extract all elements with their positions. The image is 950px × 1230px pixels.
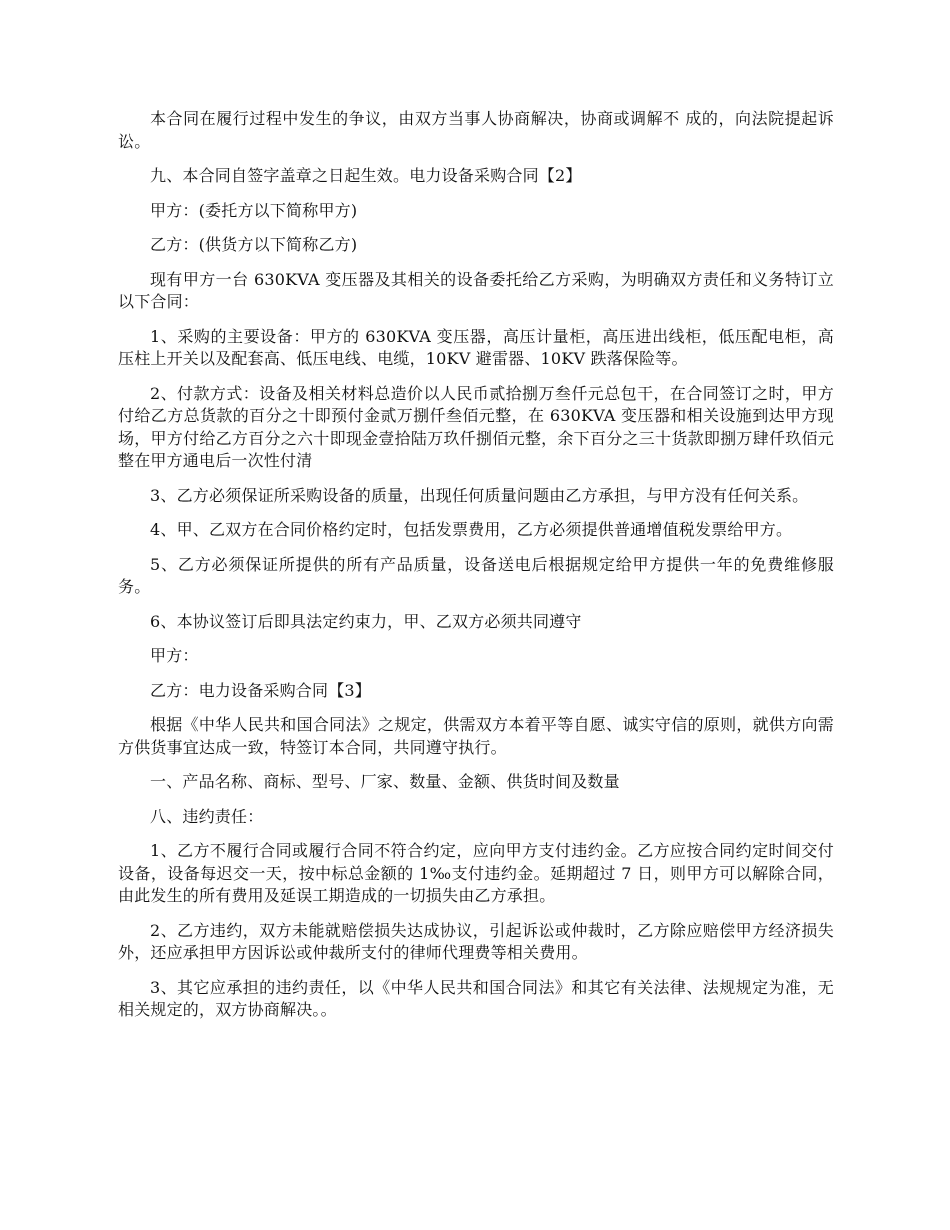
paragraph-contract-law-basis: 根据《中华人民共和国合同法》之规定，供需双方本着平等自愿、诚实守信的原则，就供方向需方供货事宜达成一致，特签订本合同，共同遵守执行。 (118, 715, 834, 757)
paragraph-party-a: 甲方：(委托方以下简称甲方) (150, 200, 358, 220)
paragraph-liability-3: 3、其它应承担的违约责任，以《中华人民共和国合同法》和其它有关法律、法规规定为准，无相关规定的，双方协商解决。。 (118, 977, 834, 1019)
paragraph-liability-2: 2、乙方违约，双方未能就赔偿损失达成协议，引起诉讼或仲裁时，乙方除应赔偿甲方经济损失外，还应承担甲方因诉讼或仲裁所支付的律师代理费等相关费用。 (118, 920, 834, 962)
paragraph-party-b: 乙方：(供货方以下简称乙方) (150, 235, 358, 254)
paragraph-dispute-resolution: 本合同在履行过程中发生的争议，由双方当事人协商解决，协商或调解不 成的，向法院提起诉讼。 (118, 109, 834, 151)
paragraph-signature-party-b: 乙方：电力设备采购合同【3】 (150, 680, 371, 700)
paragraph-section-8-liability: 八、违约责任： (150, 806, 264, 826)
paragraph-item-6-binding: 6、本协议签订后即具法定约束力，甲、乙双方必须共同遵守 (150, 611, 582, 631)
paragraph-item-1-equipment: 1、采购的主要设备：甲方的 630KVA 变压器，高压计量柜，高压进出线柜，低压配电柜，高压柱上开关以及配套高、低压电线、电缆，10KV 避雷器、10KV 跌落保险等。 (118, 326, 834, 368)
paragraph-item-5-service: 5、乙方必须保证所提供的所有产品质量，设备送电后根据规定给甲方提供一年的免费维修服务。 (118, 554, 834, 596)
paragraph-signature-party-a: 甲方： (150, 646, 199, 665)
paragraph-effective-clause: 九、本合同自签字盖章之日起生效。电力设备采购合同【2】 (150, 166, 582, 185)
paragraph-liability-1: 1、乙方不履行合同或履行合同不符合约定，应向甲方支付违约金。乙方应按合同约定时间交付设备，设备每迟交一天，按中标总金额的 1‰支付违约金。延期超过 7 日，则甲方可以解除合同，由此发生的所有费用及延误工期造成的一切损失由乙方承担。 (118, 841, 834, 905)
paragraph-item-4-invoice: 4、甲、乙双方在合同价格约定时，包括发票费用，乙方必须提供普通增值税发票给甲方。 (150, 520, 793, 539)
paragraph-item-2-payment: 2、付款方式：设备及相关材料总造价以人民币贰拾捌万叁仟元总包干，在合同签订之时，甲方付给乙方总货款的百分之十即预付金贰万捌仟叁佰元整，在 630KVA 变压器和相关设施到达甲方现场，甲方付给乙方百分之六十即现金壹拾陆万玖仟捌佰元整，余下百分之三十货款即捌万肆仟玖佰元整在甲方通电后一次性付清 (118, 383, 834, 470)
document-body (118, 108, 834, 1034)
paragraph-intro: 现有甲方一台 630KVA 变压器及其相关的设备委托给乙方采购，为明确双方责任和义务特订立以下合同： (118, 269, 834, 311)
paragraph-section-1-products: 一、产品名称、商标、型号、厂家、数量、金额、供货时间及数量 (150, 772, 620, 791)
paragraph-item-3-quality: 3、乙方必须保证所采购设备的质量，出现任何质量问题由乙方承担，与甲方没有任何关系。 (150, 485, 809, 505)
